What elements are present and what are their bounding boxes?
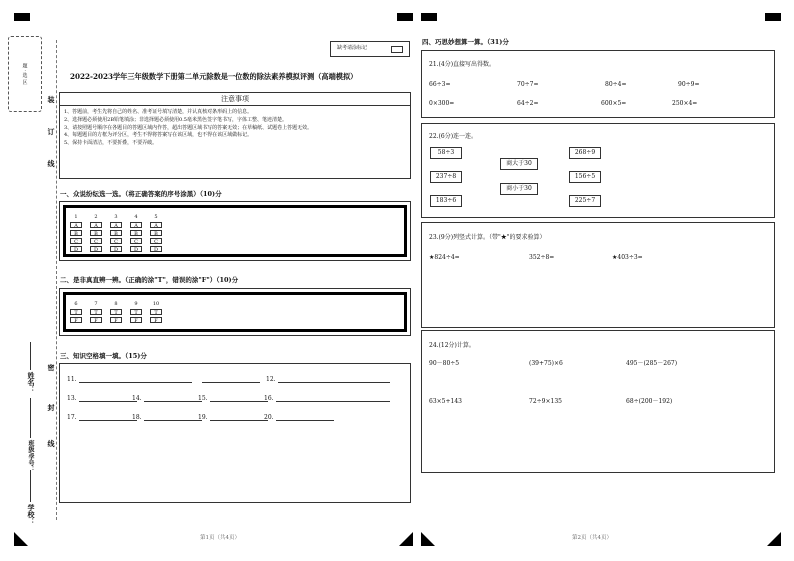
section1-bubble-1-B[interactable]: B — [70, 230, 82, 236]
section1-bubble-4-B[interactable]: B — [130, 230, 142, 236]
corner-mark-tm2 — [421, 13, 437, 21]
blank-14-label: 14. — [132, 395, 142, 402]
blank-17[interactable] — [67, 414, 137, 421]
section2-answer-grid — [70, 301, 166, 323]
blank-18[interactable] — [132, 414, 202, 421]
blank-11c[interactable] — [200, 376, 260, 383]
section1-bubble-3-C[interactable]: C — [110, 238, 122, 244]
q22-left-3[interactable]: 183÷6 — [430, 195, 462, 207]
q23-item-1: ★824÷4= — [429, 254, 460, 261]
school-field[interactable] — [30, 470, 31, 502]
section1-question-number: 2 — [94, 214, 98, 220]
section2-bubble-9-T[interactable]: T — [130, 309, 142, 315]
q21-item-2: 70÷7= — [517, 81, 539, 88]
blank-11-label: 11. — [67, 376, 77, 383]
q22-left-1[interactable]: 58÷3 — [430, 147, 462, 159]
blank-12-label: 12. — [266, 376, 276, 383]
section2-bubble-10-F[interactable]: F — [150, 317, 162, 323]
binding-tab — [8, 36, 42, 112]
blank-18-label: 18. — [132, 414, 142, 421]
q21-item-6: 64÷2= — [517, 100, 539, 107]
section2-bubble-8-T[interactable]: T — [110, 309, 122, 315]
section4-title: 四、巧思妙想算一算。（31)分 — [422, 38, 509, 46]
blank-20[interactable] — [264, 414, 334, 421]
q22-mid-1[interactable]: 商大于30 — [500, 158, 538, 170]
absent-mark-checkbox[interactable] — [391, 46, 403, 53]
blank-11[interactable] — [67, 376, 137, 383]
class-field[interactable] — [30, 398, 31, 438]
q21-item-3: 80÷4= — [605, 81, 627, 88]
school-label: 学校： — [27, 504, 36, 525]
section1-bubble-5-B[interactable]: B — [150, 230, 162, 236]
notice-item-1: 1、答题前，考生先将自己的姓名、准考证号填写清楚，并认真核对条形码上的信息。 — [64, 109, 253, 115]
class-label: 班级/学号： — [27, 440, 34, 473]
section2-bubble-6-T[interactable]: T — [70, 309, 82, 315]
section2-frame — [59, 288, 411, 336]
section1-bubble-1-C[interactable]: C — [70, 238, 82, 244]
section1-bubble-2-A[interactable]: A — [90, 222, 102, 228]
corner-triangle-bl — [14, 532, 28, 546]
notice-box — [59, 92, 411, 179]
q21-item-7: 600×5= — [601, 100, 627, 107]
q24-item-1: 90－80÷5 — [429, 360, 460, 367]
blank-11b[interactable] — [132, 376, 192, 383]
side-label-ding: 订 — [47, 128, 56, 135]
side-label-zhuang: 装 — [47, 96, 56, 103]
section1-bubble-5-D[interactable]: D — [150, 246, 162, 252]
blank-12[interactable] — [266, 376, 336, 383]
corner-mark-tm1 — [397, 13, 413, 21]
q22-box — [421, 123, 775, 218]
blank-20-label: 20. — [264, 414, 274, 421]
notice-item-3: 3、请按照题号顺序在各题目的答题区域内作答，超出答题区域书写的答案无效；在草稿纸、试题卷上答题无效。 — [64, 124, 313, 131]
q21-box — [421, 50, 775, 118]
footer-right: 第2页（共4页） — [572, 535, 612, 541]
binding-dashed-line — [56, 40, 57, 520]
section2-title: 二、是非真直辨一辨。（正确的涂"T"，错误的涂"F"）（10)分 — [60, 276, 239, 284]
section1-bubble-5-C[interactable]: C — [150, 238, 162, 244]
section1-bubble-4-C[interactable]: C — [130, 238, 142, 244]
q21-item-1: 66÷3= — [429, 81, 451, 88]
section1-bubble-3-B[interactable]: B — [110, 230, 122, 236]
notice-item-2: 2、选择题必须使用2B铅笔填涂；非选择题必须使用0.5毫米黑色签字笔书写，字体工整、笔迹清楚。 — [64, 116, 287, 123]
name-field[interactable] — [30, 342, 31, 370]
side-label-feng: 封 — [47, 404, 56, 411]
section1-question-number: 5 — [154, 214, 158, 220]
notice-item-5: 5、保持卡面清洁，不要折叠，不要弄破。 — [64, 140, 158, 146]
notice-title: 注意事项 — [60, 93, 410, 106]
binding-tab-label: 题 · 选 区 — [21, 63, 28, 85]
q24-item-5: 72÷9×135 — [529, 398, 562, 405]
blank-19-label: 19. — [198, 414, 208, 421]
q21-title: 21.(4分)直接写出得数。 — [429, 61, 496, 68]
section1-bubble-2-C[interactable]: C — [90, 238, 102, 244]
section2-bubble-7-F[interactable]: F — [90, 317, 102, 323]
q21-item-8: 250×4= — [672, 100, 698, 107]
section1-bubble-5-A[interactable]: A — [150, 222, 162, 228]
section3-box — [59, 363, 411, 503]
section2-bubble-6-F[interactable]: F — [70, 317, 82, 323]
section1-answer-grid — [70, 214, 166, 252]
blank-14[interactable] — [132, 395, 202, 402]
q23-item-3: ★403÷3= — [612, 254, 643, 261]
notice-item-4: 4、每题题目的方框为评分区，考生不得将答案写在该区域，也不得在该区域做标记。 — [64, 132, 253, 139]
blank-12b[interactable] — [330, 376, 390, 383]
section1-bubble-2-B[interactable]: B — [90, 230, 102, 236]
blank-13-label: 13. — [67, 395, 77, 402]
section2-question-number: 6 — [74, 301, 78, 307]
corner-mark-tl — [14, 13, 30, 21]
blank-16-label: 16. — [264, 395, 274, 402]
section1-question-number: 4 — [134, 214, 138, 220]
blank-16b[interactable] — [330, 395, 390, 402]
q23-title: 23.(9分)列竖式计算。（带"★"的要求验算） — [429, 234, 546, 241]
section1-bubble-1-A[interactable]: A — [70, 222, 82, 228]
section1-question-number: 3 — [114, 214, 118, 220]
section1-bubble-3-A[interactable]: A — [110, 222, 122, 228]
q23-box — [421, 222, 775, 328]
section1-bubble-4-A[interactable]: A — [130, 222, 142, 228]
blank-15-label: 15. — [198, 395, 208, 402]
q22-mid-2[interactable]: 商小于30 — [500, 183, 538, 195]
q24-item-6: 68÷(200－192) — [626, 398, 673, 405]
exam-title: 2022-2023学年三年级数学下册第二单元除数是一位数的除法素养模拟评测（高端模拟） — [70, 72, 358, 81]
footer-left: 第1页（共4页） — [200, 535, 240, 541]
absent-mark-label: 缺考请涂标记 — [337, 45, 368, 52]
section2-question-number: 8 — [114, 301, 118, 307]
q22-right-1[interactable]: 268÷9 — [569, 147, 601, 159]
section1-title: 一、众说纷纭选一选。（将正确答案的序号涂黑）（10)分 — [60, 190, 222, 198]
side-label-mi: 密 — [47, 364, 56, 371]
section2-question-number: 7 — [94, 301, 98, 307]
q23-item-2: 352÷8= — [529, 254, 555, 261]
name-label: 姓名： — [27, 372, 36, 393]
corner-triangle-br — [767, 532, 781, 546]
q21-item-5: 0×300= — [429, 100, 455, 107]
q21-item-4: 90÷9= — [678, 81, 700, 88]
section1-bubble-4-D[interactable]: D — [130, 246, 142, 252]
corner-mark-tr — [765, 13, 781, 21]
section2-bubble-8-F[interactable]: F — [110, 317, 122, 323]
corner-triangle-bm1 — [399, 532, 413, 546]
q22-right-3[interactable]: 225÷7 — [569, 195, 601, 207]
q24-item-3: 495－(285－267) — [626, 360, 678, 367]
q24-item-4: 63×5+143 — [429, 398, 462, 405]
q24-item-2: (39+75)×6 — [529, 360, 563, 367]
section1-bubble-2-D[interactable]: D — [90, 246, 102, 252]
section1-bubble-3-D[interactable]: D — [110, 246, 122, 252]
blank-19[interactable] — [198, 414, 268, 421]
q22-right-2[interactable]: 156÷5 — [569, 171, 601, 183]
section2-bubble-10-T[interactable]: T — [150, 309, 162, 315]
blank-16[interactable] — [264, 395, 334, 402]
blank-17-label: 17. — [67, 414, 77, 421]
section2-bubble-7-T[interactable]: T — [90, 309, 102, 315]
section2-bubble-9-F[interactable]: F — [130, 317, 142, 323]
section1-frame — [59, 201, 411, 261]
section2-question-number: 9 — [134, 301, 138, 307]
q22-left-2[interactable]: 237÷8 — [430, 171, 462, 183]
q24-box — [421, 330, 775, 473]
q24-title: 24.(12分)计算。 — [429, 342, 475, 349]
blank-15[interactable] — [198, 395, 268, 402]
section2-question-number: 10 — [152, 301, 160, 307]
q22-title: 22.(6分)连一连。 — [429, 133, 478, 140]
corner-triangle-bm2 — [421, 532, 435, 546]
side-label-xian2: 线 — [47, 440, 56, 447]
blank-13[interactable] — [67, 395, 137, 402]
section1-bubble-1-D[interactable]: D — [70, 246, 82, 252]
side-label-xian: 线 — [47, 160, 56, 167]
section3-title: 三、知识空格填一填。（15)分 — [60, 352, 147, 360]
section1-question-number: 1 — [74, 214, 78, 220]
absent-mark-box — [330, 41, 410, 57]
